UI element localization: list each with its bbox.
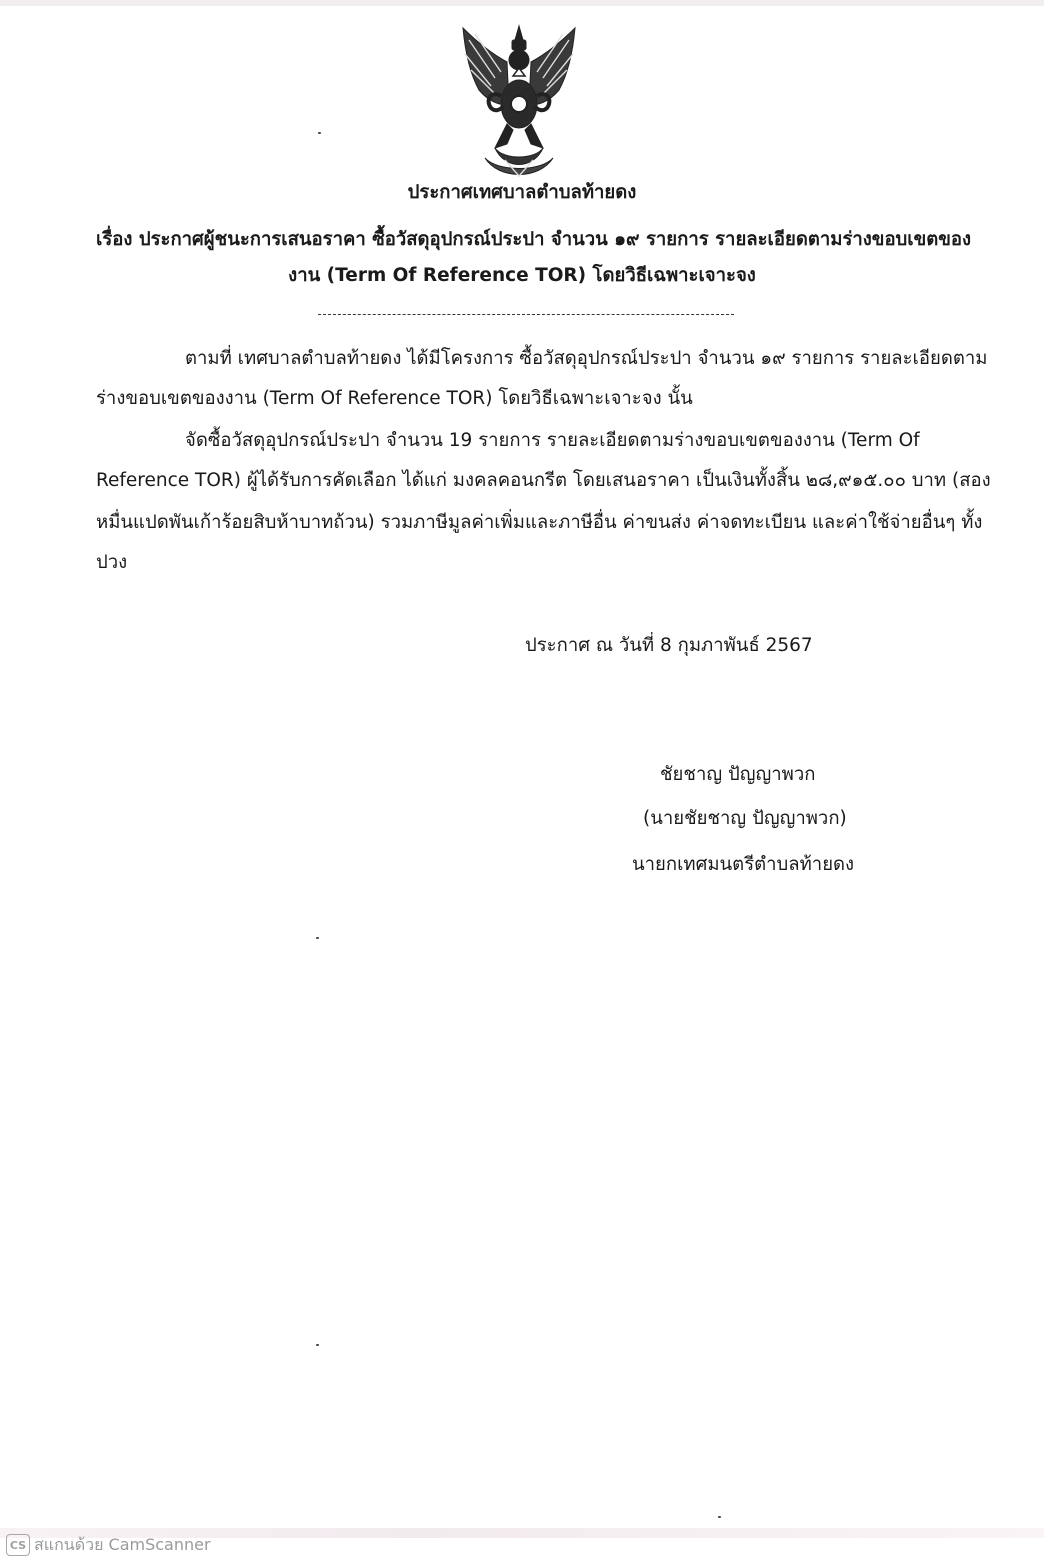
paragraph-2-line-4: ปวง xyxy=(96,552,128,573)
paragraph-2-line-1: จัดซื้อวัสดุอุปกรณ์ประปา จำนวน 19 รายการ รายละเอียดตามร่างขอบเขตของงาน (Term Of xyxy=(185,430,920,451)
scan-edge-top xyxy=(0,0,1044,6)
scan-speck xyxy=(316,1344,319,1346)
heading-divider xyxy=(318,314,734,315)
paragraph-1-line-1: ตามที่ เทศบาลตำบลท้ายดง ได้มีโครงการ ซื้อวัสดุอุปกรณ์ประปา จำนวน ๑๙ รายการ รายละเอียดตาม xyxy=(185,348,988,369)
subject-line-1: เรื่อง ประกาศผู้ชนะการเสนอราคา ซื้อวัสดุอุปกรณ์ประปา จำนวน ๑๙ รายการ รายละเอียดตามร่างขอบเขตของ xyxy=(96,229,972,250)
subject-line-2: งาน (Term Of Reference TOR) โดยวิธีเฉพาะเจาะจง xyxy=(288,265,756,286)
garuda-emblem-icon xyxy=(455,20,583,180)
signer-name: (นายชัยชาญ ปัญญาพวก) xyxy=(643,808,847,829)
announcement-date: ประกาศ ณ วันที่ 8 กุมภาพันธ์ 2567 xyxy=(525,635,813,656)
paragraph-2-line-2: Reference TOR) ผู้ได้รับการคัดเลือก ได้แก่ มงคลคอนกรีต โดยเสนอราคา เป็นเงินทั้งสิ้น ๒๘,๙๑๕.๐๐ บาท (สอง xyxy=(96,470,991,491)
paragraph-2-line-3: หมื่นแปดพันเก้าร้อยสิบห้าบาทถ้วน) รวมภาษีมูลค่าเพิ่มและภาษีอื่น ค่าขนส่ง ค่าจดทะเบียน และค่าใช้จ่ายอื่นๆ ทั้ง xyxy=(96,512,983,533)
scan-speck xyxy=(718,1516,721,1518)
paragraph-1-line-2: ร่างขอบเขตของงาน (Term Of Reference TOR) โดยวิธีเฉพาะเจาะจง นั้น xyxy=(96,388,693,409)
scan-speck xyxy=(316,937,319,939)
camscanner-watermark xyxy=(6,1533,211,1557)
camscanner-text: สแกนด้วย CamScanner xyxy=(34,1534,211,1554)
signer-title: นายกเทศมนตรีตำบลท้ายดง xyxy=(632,854,855,875)
signature: ชัยชาญ ปัญญาพวก xyxy=(660,764,816,785)
document-heading: ประกาศเทศบาลตำบลท้ายดง xyxy=(407,182,637,203)
scan-speck xyxy=(318,132,321,134)
camscanner-logo-icon: CS xyxy=(6,1534,30,1556)
